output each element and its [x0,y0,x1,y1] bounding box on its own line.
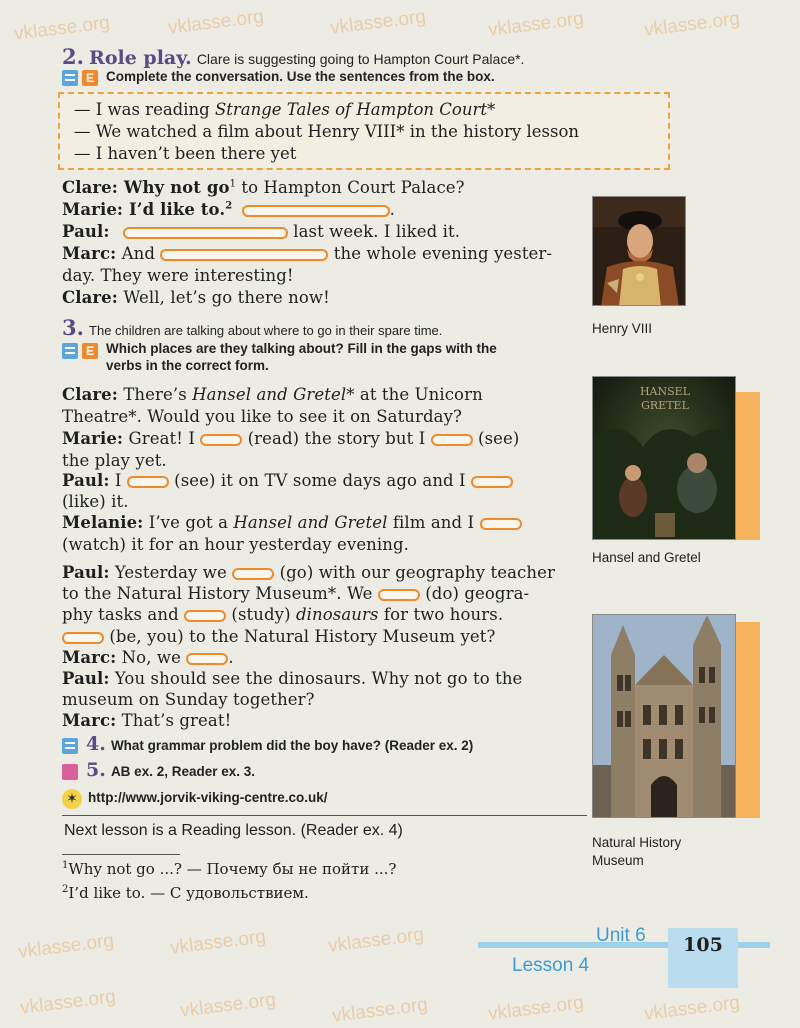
svg-text:GRETEL: GRETEL [641,399,689,412]
ex3-instruction-line-1: Which places are they talking about? Fill in the gaps with the [106,341,497,356]
watermark: vklasse.org [167,6,265,39]
watermark: vklasse.org [487,992,585,1025]
ex3-number: 3. [62,315,84,340]
dialogue-line: Paul: Yesterday we (go) with our geography teacher [62,563,555,582]
web-link[interactable]: http://www.jorvik-viking-centre.co.uk/ [88,790,328,805]
next-lesson-note: Next lesson is a Reading lesson. (Reader ex. 4) [64,822,403,839]
answer-gap[interactable] [242,205,390,217]
watermark: vklasse.org [19,986,117,1019]
dialogue-line: Clare: There’s Hansel and Gretel* at the Unicorn [62,385,483,404]
ex4 [86,733,473,755]
answer-gap[interactable] [123,227,288,239]
caption-henry: Henry VIII [592,321,653,336]
footnote-2: $^2$I’d like to. — С удовольствием. [62,884,309,902]
answer-gap[interactable] [186,653,228,665]
writing-icon: E [82,70,98,86]
dialogue-line: Melanie: I’ve got a Hansel and Gretel film and I [62,513,522,532]
answer-gap[interactable] [232,568,274,580]
dialogue-line: Marie: Great! I (read) the story but I (see) [62,429,520,448]
ex5-text: AB ex. 2, Reader ex. 3. [110,764,256,779]
dialogue-line: Marie: I’d like to.$^2$ . [62,200,395,219]
dialogue-line: Paul: I (see) it on TV some days ago and I [62,471,513,490]
decor-strip [736,622,760,818]
sentence-box [58,92,670,170]
ex2-intro: Clare is suggesting going to Hampton Court Palace*. [196,51,525,67]
watermark: vklasse.org [643,8,741,41]
page-number: 105 [668,928,738,988]
answer-gap[interactable] [480,518,522,530]
answer-gap[interactable] [127,476,169,488]
watermark: vklasse.org [13,12,111,45]
watermark: vklasse.org [643,992,741,1025]
ex2-title: Role play. [89,47,192,69]
answer-gap[interactable] [378,589,420,601]
box-sentence-2: — We watched a film about Henry VIII* in the history lesson [74,122,580,141]
ex2-heading [62,44,524,69]
homework-icon [62,764,78,780]
box-sentence-1: — I was reading Strange Tales of Hampton Court* [74,100,496,119]
watermark: vklasse.org [179,989,277,1022]
writing-icon: E [82,343,98,359]
answer-gap[interactable] [62,632,104,644]
dialogue-line: (like) it. [62,492,129,511]
watermark: vklasse.org [327,924,425,957]
watermark: vklasse.org [487,8,585,41]
watermark: vklasse.org [17,930,115,963]
divider [62,815,587,816]
ex4-number: 4. [86,733,106,755]
dialogue-line: Marc: And the whole evening yester- [62,244,553,263]
internet-star-icon: ✶ [62,789,82,809]
dialogue-line: Paul: You should see the dinosaurs. Why not go to the [62,669,523,688]
dialogue-line: Marc: No, we . [62,648,234,667]
watermark: vklasse.org [331,994,429,1027]
ex5 [86,759,255,781]
dialogue-line: Paul: last week. I liked it. [62,222,461,241]
ex3-intro: The children are talking about where to go in their spare time. [89,323,443,338]
answer-gap[interactable] [200,434,242,446]
answer-gap[interactable] [184,610,226,622]
caption-hansel: Hansel and Gretel [592,550,701,565]
decor-strip [736,392,760,540]
ex3-instruction-line-2: verbs in the correct form. [106,358,269,373]
answer-gap[interactable] [431,434,473,446]
listen-icon [62,343,78,359]
ex2-instruction: Complete the conversation. Use the sentences from the box. [106,69,495,84]
caption-museum: Natural History Museum [592,835,682,868]
dialogue-line: (be, you) to the Natural History Museum yet? [62,627,495,646]
box-sentence-3: — I haven’t been there yet [74,144,297,163]
dialogue-line: the play yet. [62,451,167,470]
ex4-text: What grammar problem did the boy have? (Reader ex. 2) [110,738,474,753]
ex5-number: 5. [86,759,106,781]
svg-text:HANSEL: HANSEL [639,385,691,398]
listen-icon [62,70,78,86]
dialogue-line: Clare: Why not $go^1$ to Hampton Court Palace? [62,178,465,197]
ex3-heading [62,315,442,340]
dialogue-line: phy tasks and (study) dinosaurs for two hours. [62,605,504,624]
answer-gap[interactable] [471,476,513,488]
watermark: vklasse.org [329,6,427,39]
lesson-label: Lesson 4 [512,955,590,976]
watermark: vklasse.org [169,926,267,959]
listen-icon [62,738,78,754]
ex2-number: 2. [62,44,84,69]
dialogue-line: (watch) it for an hour yesterday evening. [62,535,410,554]
dialogue-line: Theatre*. Would you like to see it on Saturday? [62,407,462,426]
unit-label: Unit 6 [596,925,646,946]
dialogue-line: day. They were interesting! [62,266,294,285]
dialogue-line: Marc: That’s great! [62,711,232,730]
footnote-1: $^1$Why not go ...? — Почему бы не пойти ...? [62,860,397,878]
answer-gap[interactable] [160,249,328,261]
natural-history-museum-photo [592,614,736,818]
dialogue-line: to the Natural History Museum*. We (do) geogra- [62,584,530,603]
dialogue-line: museum on Sunday together? [62,690,315,709]
dialogue-line: Clare: Well, let’s go there now! [62,288,330,307]
footnote-divider [62,854,180,855]
hansel-and-gretel-poster [592,376,736,540]
henry-viii-portrait [592,196,686,306]
